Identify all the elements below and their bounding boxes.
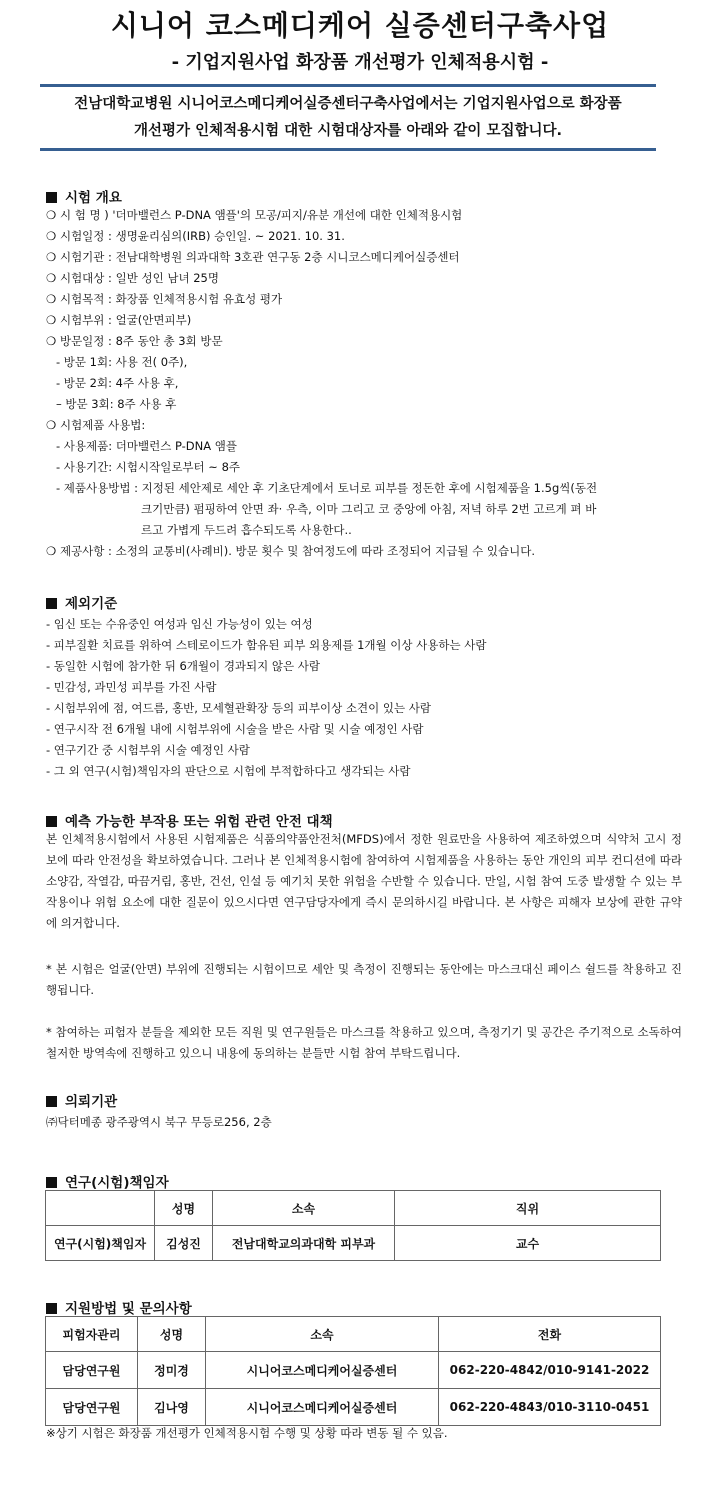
table-header-row	[46, 1191, 661, 1226]
table-header-row	[46, 1317, 661, 1352]
exclusion-item: - 임신 또는 수유중인 여성과 임신 가능성이 있는 여성	[46, 617, 313, 631]
table-row	[46, 1226, 661, 1261]
table-row	[46, 1352, 661, 1389]
table-cell: 담당연구원	[46, 1389, 138, 1426]
overview-line: ❍ 제공사항 : 소정의 교통비(사례비). 방문 횟수 및 참여정도에 따라 조정되어 지급될 수 있습니다.	[46, 544, 536, 558]
exclusion-item: - 연구시작 전 6개월 내에 시험부위에 시술을 받은 사람 및 시술 예정인 사람	[46, 722, 424, 736]
overview-line: ❍ 시험목적 : 화장품 인체적용시험 유효성 평가	[46, 292, 283, 306]
overview-subline: - 방문 2회: 4주 사용 후,	[56, 376, 179, 390]
overview-line: ❍ 시험제품 사용법:	[46, 418, 146, 432]
overview-subline: - 사용제품: 더마밸런스 P-DNA 앰플	[56, 439, 238, 453]
overview-subline: - 제품사용방법 : 지정된 세안제로 세안 후 기초단계에서 토너로 피부를 정돈한 후에 시험제품을 1.5g씩(동전	[56, 481, 598, 495]
table-cell: 정미경	[138, 1352, 206, 1389]
overview-line: ❍ 시 험 명 ) '더마밸런스 P-DNA 앰플'의 모공/피지/유분 개선에 대한 인체적용시험	[46, 208, 463, 222]
overview-subline: - 방문 1회: 사용 전( 0주),	[56, 355, 188, 369]
exclusion-item: - 시험부위에 점, 여드름, 홍반, 모세혈관확장 등의 피부이상 소견이 있는 사람	[46, 701, 431, 715]
table-cell: 김나영	[138, 1389, 206, 1426]
table-cell: 시니어코스메디케어실증센터	[206, 1389, 439, 1426]
square-bullet-icon	[46, 1303, 57, 1314]
page-title: 시니어 코스메디케어 실증센터구축사업	[110, 9, 610, 42]
exclusion-item: - 피부질환 치료를 위하여 스테로이드가 함유된 피부 외용제를 1개월 이상 사용하는 사람	[46, 638, 487, 652]
column-header: 성명	[138, 1317, 206, 1352]
table-cell: 연구(시험)책임자	[46, 1226, 155, 1261]
overview-subline: 크기만큼) 펌핑하여 안면 좌· 우측, 이마 그리고 코 중앙에 아침, 저녁 하루 2번 고르게 펴 바	[141, 502, 597, 516]
table-cell: 김성진	[155, 1226, 213, 1261]
page-subtitle: - 기업지원사업 화장품 개선평가 인체적용시험 -	[171, 52, 549, 73]
exclusion-item: - 연구기간 중 시험부위 시술 예정인 사람	[46, 743, 250, 757]
phone-cell: 062-220-4842/010-9141-2022	[439, 1352, 661, 1389]
table-cell: 전남대학교의과대학 피부과	[213, 1226, 395, 1261]
column-header: 피험자관리	[46, 1317, 138, 1352]
overview-line: ❍ 시험대상 : 일반 성인 남녀 25명	[46, 271, 219, 285]
column-header: 소속	[213, 1191, 395, 1226]
column-header: 전화	[439, 1317, 661, 1352]
table-cell: 교수	[395, 1226, 661, 1261]
investigator-table	[45, 1190, 661, 1261]
overview-line: ❍ 방문일정 : 8주 동안 총 3회 방문	[46, 334, 223, 348]
column-header	[46, 1191, 155, 1226]
column-header: 직위	[395, 1191, 661, 1226]
notice-line: 전남대학교병원 시니어코스메디케어실증센터구축사업에서는 기업지원사업으로 화장품	[74, 96, 622, 112]
phone-cell: 062-220-4843/010-3110-0451	[439, 1389, 661, 1426]
exclusion-item: - 민감성, 과민성 피부를 가진 사람	[46, 680, 217, 694]
column-header: 소속	[206, 1317, 439, 1352]
contact-table	[45, 1316, 661, 1426]
square-bullet-icon	[46, 1177, 57, 1188]
square-bullet-icon	[46, 816, 57, 827]
section-heading-client: 의뢰기관	[46, 1090, 117, 1110]
section-heading-safety: 예측 가능한 부작용 또는 위험 관련 안전 대책	[46, 810, 333, 830]
safety-note-mask: * 참여하는 피험자 분들을 제외한 모든 직원 및 연구원들은 마스크를 착용하고 있으며, 측정기기 및 공간은 주기적으로 소독하여 철저한 방역속에 진행하고 있으니 내용에 동의하는 분들만 시험 참여 부탁드립니다.	[46, 1025, 682, 1060]
notice-box	[40, 84, 656, 151]
section-heading-overview: 시험 개요	[46, 186, 122, 206]
overview-line: ❍ 시험일정 : 생명윤리심의(IRB) 승인일. ~ 2021. 10. 31.	[46, 229, 345, 243]
exclusion-item: - 동일한 시험에 참가한 뒤 6개월이 경과되지 않은 사람	[46, 659, 320, 673]
footnote: ※상기 시험은 화장품 개선평가 인체적용시험 수행 및 상황 따라 변동 될 수 있음.	[46, 1426, 448, 1440]
safety-note-face-shield: * 본 시험은 얼굴(안면) 부위에 진행되는 시험이므로 세안 및 측정이 진행되는 동안에는 마스크대신 페이스 쉴드를 착용하고 진행됩니다.	[46, 962, 682, 997]
notice-line: 개선평가 인체적용시험 대한 시험대상자를 아래와 같이 모집합니다.	[134, 123, 562, 139]
square-bullet-icon	[46, 192, 57, 203]
overview-line: ❍ 시험부위 : 얼굴(안면피부)	[46, 313, 192, 327]
section-heading-contact: 지원방법 및 문의사항	[46, 1297, 192, 1317]
overview-line: ❍ 시험기관 : 전남대학병원 의과대학 3호관 연구동 2층 시니코스메디케어실증센터	[46, 250, 460, 264]
square-bullet-icon	[46, 1096, 57, 1107]
overview-subline: 르고 가볍게 두드려 흡수되도록 사용한다..	[141, 523, 352, 537]
table-cell: 시니어코스메디케어실증센터	[206, 1352, 439, 1389]
client-info: ㈜닥터메종 광주광역시 북구 무등로256, 2층	[46, 1115, 272, 1129]
square-bullet-icon	[46, 598, 57, 609]
overview-subline: - 사용기간: 시험시작일로부터 ~ 8주	[56, 460, 241, 474]
overview-subline: – 방문 3회: 8주 사용 후	[56, 397, 177, 411]
section-heading-investigator: 연구(시험)책임자	[46, 1171, 169, 1191]
exclusion-item: - 그 외 연구(시험)책임자의 판단으로 시험에 부적합하다고 생각되는 사람	[46, 764, 411, 778]
table-row	[46, 1389, 661, 1426]
section-heading-exclusion: 제외기준	[46, 592, 117, 612]
safety-paragraph: 본 인체적용시험에서 사용된 시험제품은 식품의약품안전처(MFDS)에서 정한 원료만을 사용하여 제조하였으며 식약처 고시 정보에 따라 안전성을 확보하였습니다. 그러나 본 인체적용시험에 참여하여 시험제품을 사용하는 동안 개인의 피부 컨디션에 따라 소양감, 작열감, 따끔거림, 홍반, 건선, 인설 등 예기치 못한 위험을 수반할 수 있습니다. 만일, 시험 참여 도중 발생할 수 있는 부작용이나 위험 요소에 대한 질문이 있으시다면 연구담당자에게 즉시 문의하시길 바랍니다. 본 사항은 피해자 보상에 관한 규약에 의거합니다.	[46, 832, 682, 930]
column-header: 성명	[155, 1191, 213, 1226]
table-cell: 담당연구원	[46, 1352, 138, 1389]
